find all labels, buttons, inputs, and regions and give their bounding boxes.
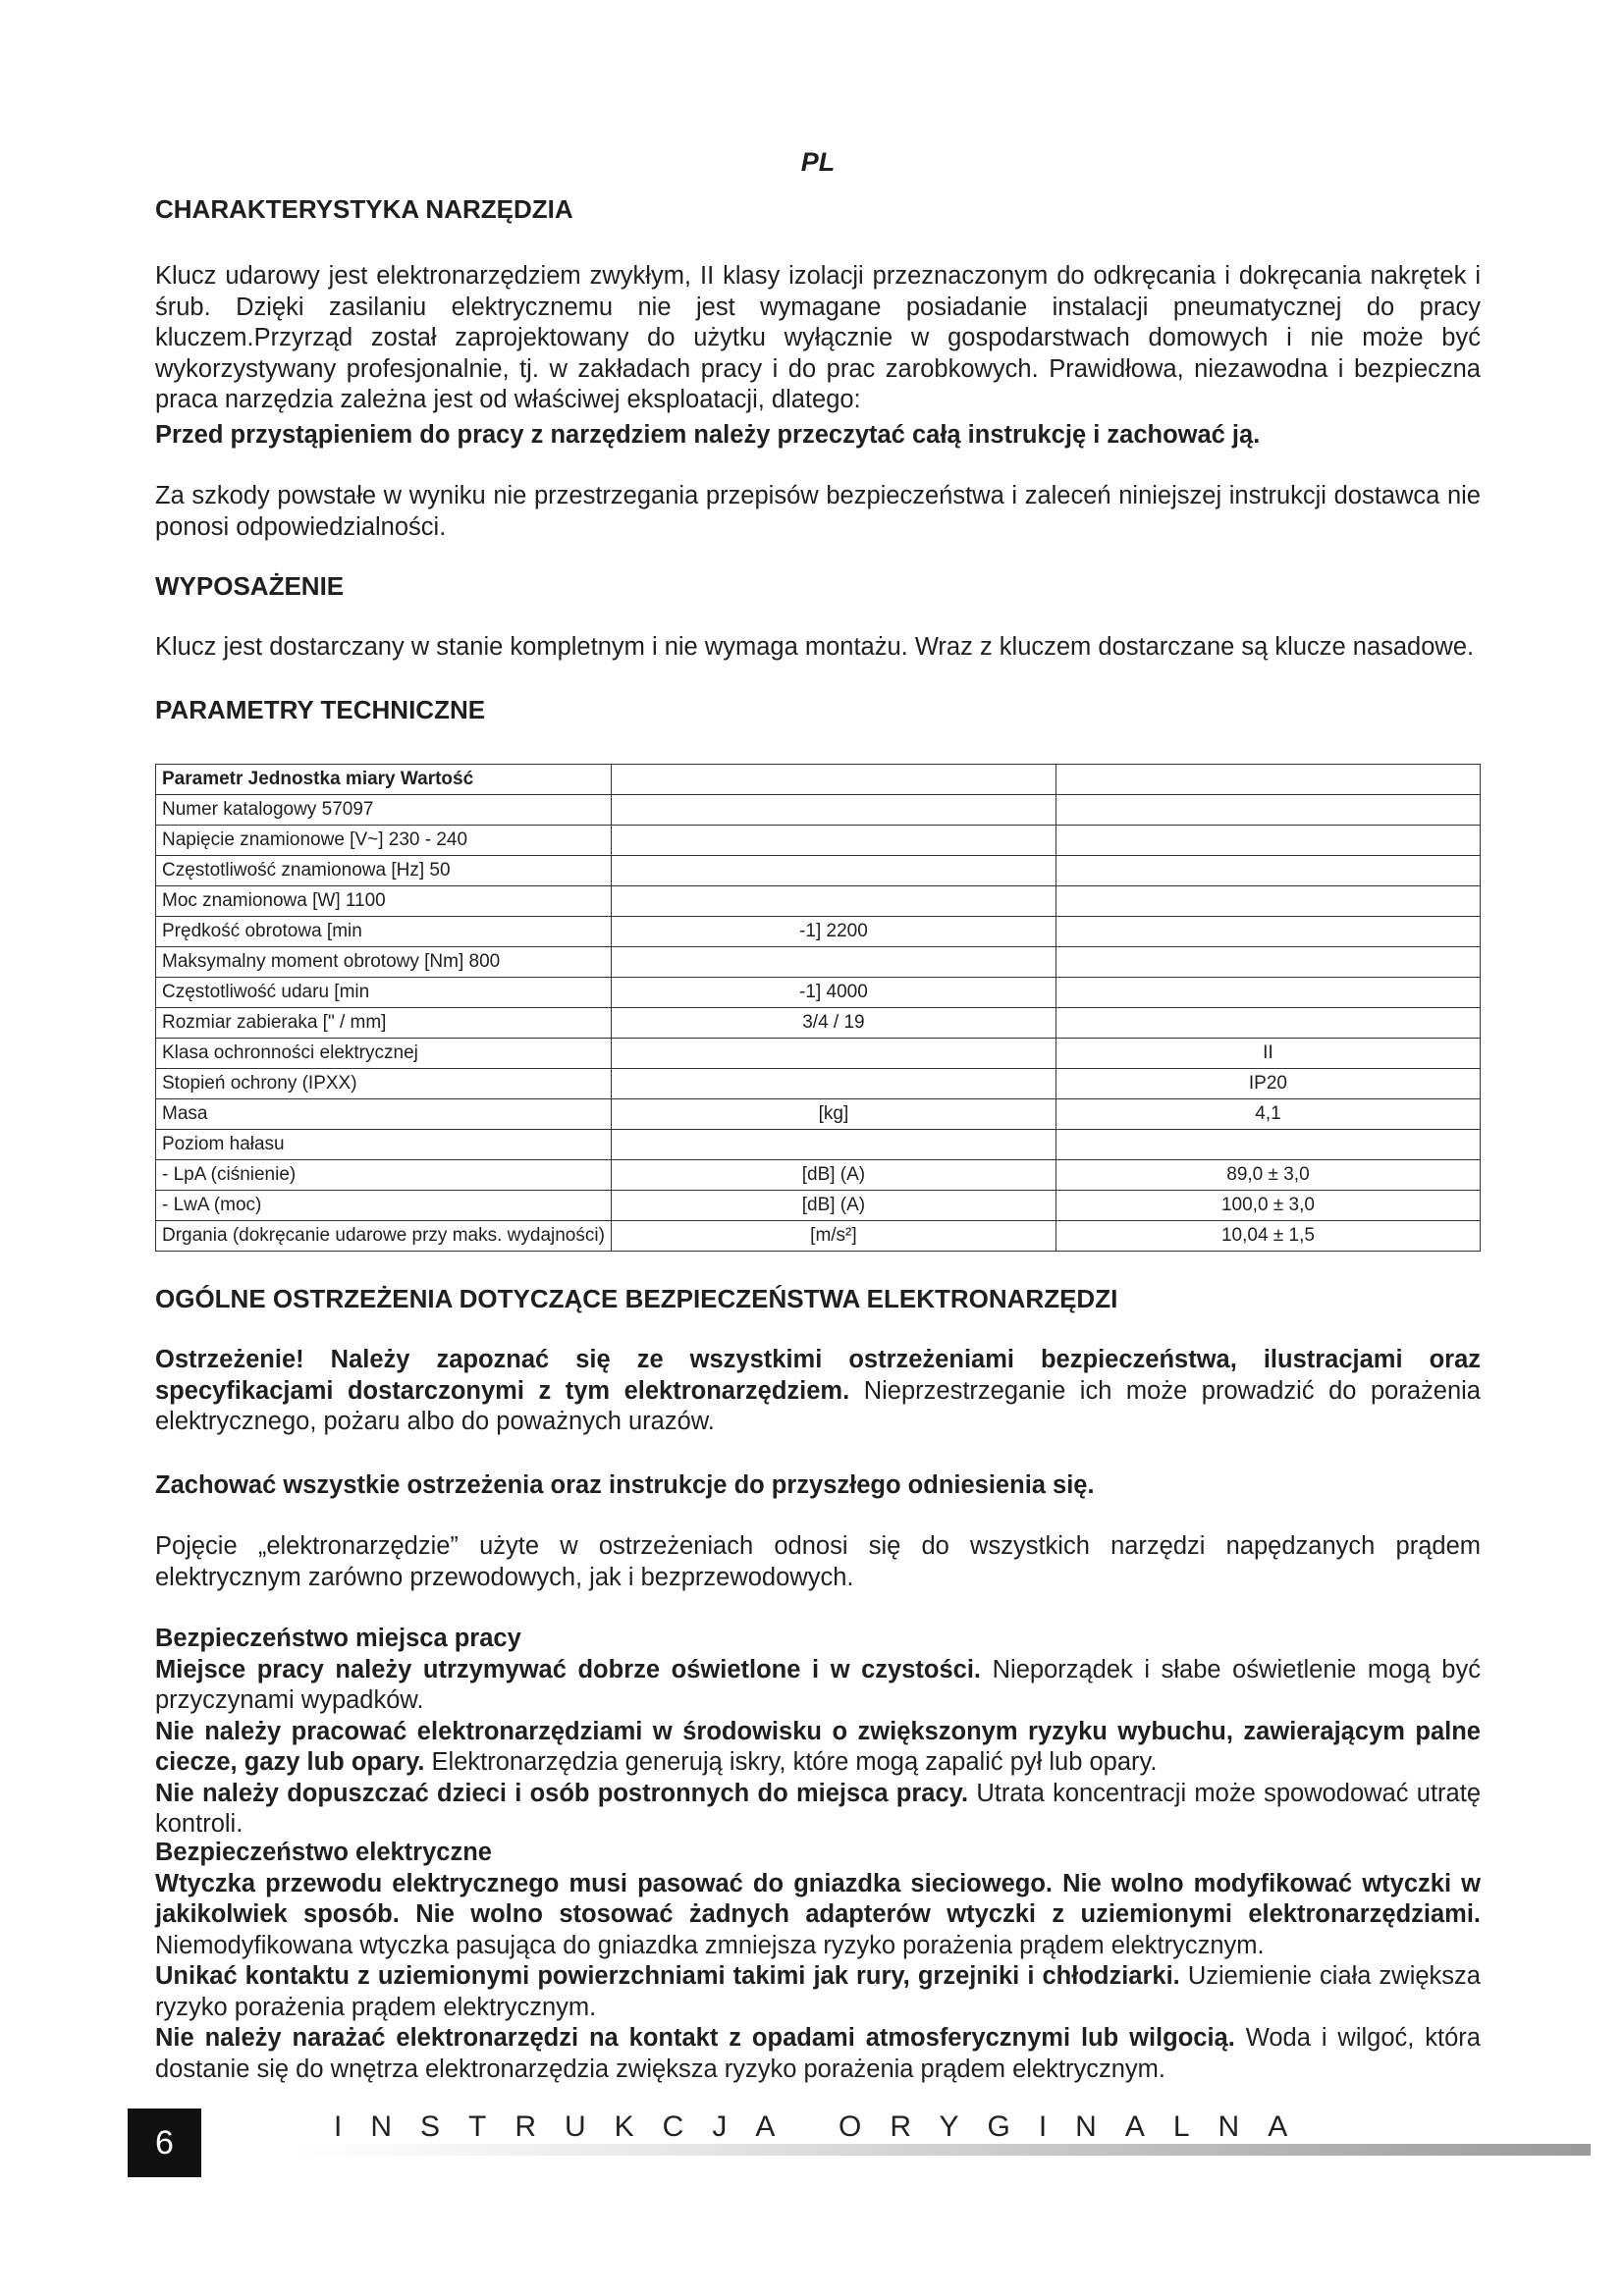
table-cell xyxy=(611,795,1056,826)
electrical-item-1 xyxy=(155,1869,1481,1962)
table-row xyxy=(156,1160,1481,1191)
workplace-item-3 xyxy=(155,1779,1481,1841)
footer-bar xyxy=(295,2144,1591,2156)
table-cell: Częstotliwość udaru [min xyxy=(156,978,612,1008)
table-cell: Parametr Jednostka miary Wartość xyxy=(156,765,612,795)
table-cell: [m/s²] xyxy=(611,1221,1056,1252)
workplace-item-1-text: Nieporządek i słabe oświetlenie mogą być przyczynami wypadków. xyxy=(155,1655,1481,1714)
table-row xyxy=(156,1069,1481,1099)
table-row xyxy=(156,947,1481,978)
workplace-item-3-text: Utrata koncentracji może spowodować utratę kontroli. xyxy=(155,1779,1481,1838)
table-cell: [dB] (A) xyxy=(611,1160,1056,1191)
table-cell xyxy=(611,1130,1056,1160)
workplace-item-1 xyxy=(155,1655,1481,1717)
table-row xyxy=(156,1099,1481,1130)
table-cell xyxy=(1056,978,1480,1008)
table-cell xyxy=(1056,765,1480,795)
table-cell: 3/4 / 19 xyxy=(611,1008,1056,1039)
workplace-safety-section xyxy=(155,1624,1481,1841)
table-cell: Maksymalny moment obrotowy [Nm] 800 xyxy=(156,947,612,978)
table-cell: - LpA (ciśnienie) xyxy=(156,1160,612,1191)
electrical-item-2-bold: Unikać kontaktu z uziemionymi powierzchniami takimi jak rury, grzejniki i chłodziarki. xyxy=(155,1962,1180,1990)
table-cell: 10,04 ± 1,5 xyxy=(1056,1221,1480,1252)
table-cell xyxy=(611,856,1056,886)
table-cell xyxy=(1056,886,1480,917)
table-cell xyxy=(1056,826,1480,856)
electrical-safety-section xyxy=(155,1838,1481,2085)
table-cell: [kg] xyxy=(611,1099,1056,1130)
warning-text: Nieprzestrzeganie ich może prowadzić do porażenia elektrycznego, pożaru albo do poważnych urazów. xyxy=(155,1376,1481,1435)
workplace-item-2 xyxy=(155,1717,1481,1779)
table-cell: [dB] (A) xyxy=(611,1191,1056,1221)
table-cell: Masa xyxy=(156,1099,612,1130)
table-cell: Napięcie znamionowe [V~] 230 - 240 xyxy=(156,826,612,856)
table-row xyxy=(156,1039,1481,1069)
characteristics-paragraph: Klucz udarowy jest elektronarzędziem zwykłym, II klasy izolacji przeznaczonym do odkręcania i dokręcania nakrętek i śrub. Dzięki zasilaniu elektrycznemu nie jest wymagane posiadanie instalacji pneumatycznej do pracy kluczem.Przyrząd został zaprojektowany do użytku wyłącznie w gospodarstwach domowych i nie może być wykorzystywany profesjonalnie, tj. w zakładach pracy i do prac zarobkowych. Prawidłowa, niezawodna i bezpieczna praca narzędzia zależna jest od właściwej eksploatacji, dlatego: xyxy=(155,262,1481,413)
workplace-item-2-text: Elektronarzędzia generują iskry, które mogą zapalić pył lub opary. xyxy=(424,1748,1158,1776)
table-cell: Prędkość obrotowa [min xyxy=(156,917,612,947)
table-cell xyxy=(611,826,1056,856)
section-title-equipment: WYPOSAŻENIE xyxy=(155,571,345,601)
table-cell xyxy=(611,1039,1056,1069)
table-cell: Stopień ochrony (IPXX) xyxy=(156,1069,612,1099)
electrical-item-3 xyxy=(155,2023,1481,2085)
table-cell xyxy=(1056,1130,1480,1160)
table-row xyxy=(156,795,1481,826)
table-cell xyxy=(1056,795,1480,826)
table-cell xyxy=(611,947,1056,978)
table-row xyxy=(156,826,1481,856)
table-cell: Poziom hałasu xyxy=(156,1130,612,1160)
table-cell: 4,1 xyxy=(1056,1099,1480,1130)
table-row xyxy=(156,917,1481,947)
table-cell: Moc znamionowa [W] 1100 xyxy=(156,886,612,917)
table-cell xyxy=(611,1069,1056,1099)
table-row xyxy=(156,1130,1481,1160)
electrical-item-2-text: Uziemienie ciała zwiększa ryzyko porażenia prądem elektrycznym. xyxy=(155,1962,1481,2021)
table-row xyxy=(156,856,1481,886)
section-title-characteristics: CHARAKTERYSTYKA NARZĘDZIA xyxy=(155,194,573,224)
electrical-item-3-text: Woda i wilgoć, która dostanie się do wnętrza elektronarzędzia zwiększa ryzyko porażenia prądem elektrycznym. xyxy=(155,2024,1481,2083)
keep-instructions-note: Zachować wszystkie ostrzeżenia oraz instrukcje do przyszłego odniesienia się. xyxy=(155,1471,1095,1499)
table-cell xyxy=(1056,856,1480,886)
table-cell: - LwA (moc) xyxy=(156,1191,612,1221)
warning-paragraph xyxy=(155,1345,1481,1438)
table-cell: IP20 xyxy=(1056,1069,1480,1099)
electrical-item-1-bold: Wtyczka przewodu elektrycznego musi pasować do gniazdka sieciowego. Nie wolno modyfikować wtyczki w jakikolwiek sposób. Nie wolno stosować żadnych adapterów wtyczki z uziemionymi elektronarzędziami. xyxy=(155,1869,1481,1928)
table-cell: Klasa ochronności elektrycznej xyxy=(156,1039,612,1069)
table-cell xyxy=(611,886,1056,917)
section-title-general-warnings: OGÓLNE OSTRZEŻENIA DOTYCZĄCE BEZPIECZEŃSTWA ELEKTRONARZĘDZI xyxy=(155,1284,1118,1313)
warning-bold: Ostrzeżenie! Należy zapoznać się ze wszystkimi ostrzeżeniami bezpieczeństwa, ilustracjami oraz specyfikacjami dostarczonymi z tym elektronarzędziem. xyxy=(155,1346,1481,1405)
table-row xyxy=(156,886,1481,917)
table-cell: II xyxy=(1056,1039,1480,1069)
technical-parameters-table xyxy=(155,764,1481,1252)
table-cell: 100,0 ± 3,0 xyxy=(1056,1191,1480,1221)
workplace-item-2-bold: Nie należy pracować elektronarzędziami w środowisku o zwiększonym ryzyku wybuchu, zawierającym palne ciecze, gazy lub opary. xyxy=(155,1717,1481,1776)
electrical-item-2 xyxy=(155,1961,1481,2023)
language-code: PL xyxy=(800,147,836,177)
table-cell: Drgania (dokręcanie udarowe przy maks. wydajności) xyxy=(156,1221,612,1252)
read-instructions-note: Przed przystąpieniem do pracy z narzędziem należy przeczytać całą instrukcję i zachować ją. xyxy=(155,421,1261,449)
liability-paragraph: Za szkody powstałe w wyniku nie przestrzegania przepisów bezpieczeństwa i zaleceń niniejszej instrukcji dostawca nie ponosi odpowiedzialności. xyxy=(155,482,1481,541)
table-cell: Numer katalogowy 57097 xyxy=(156,795,612,826)
table-cell xyxy=(1056,947,1480,978)
table-row xyxy=(156,978,1481,1008)
electrical-safety-title: Bezpieczeństwo elektryczne xyxy=(155,1839,492,1866)
table-cell xyxy=(1056,917,1480,947)
page-number: 6 xyxy=(128,2109,201,2177)
table-row xyxy=(156,1008,1481,1039)
workplace-item-3-bold: Nie należy dopuszczać dzieci i osób postronnych do miejsca pracy. xyxy=(155,1779,969,1807)
electrical-item-3-bold: Nie należy narażać elektronarzędzi na kontakt z opadami atmosferycznymi lub wilgocią. xyxy=(155,2024,1235,2052)
footer-title: INSTRUKCJA ORYGINALNA xyxy=(334,2110,1317,2143)
section-title-technical-parameters: PARAMETRY TECHNICZNE xyxy=(155,695,486,724)
table-row xyxy=(156,1221,1481,1252)
workplace-safety-title: Bezpieczeństwo miejsca pracy xyxy=(155,1625,521,1652)
table-cell: Rozmiar zabieraka [" / mm] xyxy=(156,1008,612,1039)
equipment-paragraph: Klucz jest dostarczany w stanie kompletnym i nie wymaga montażu. Wraz z kluczem dostarczane są klucze nasadowe. xyxy=(155,633,1475,661)
table-cell xyxy=(1056,1008,1480,1039)
table-cell: -1] 4000 xyxy=(611,978,1056,1008)
electrical-item-1-text: Niemodyfikowana wtyczka pasująca do gniazdka zmniejsza ryzyko porażenia prądem elektrycznym. xyxy=(155,1931,1265,1959)
table-cell: -1] 2200 xyxy=(611,917,1056,947)
table-cell: 89,0 ± 3,0 xyxy=(1056,1160,1480,1191)
table-header-row xyxy=(156,765,1481,795)
table-cell: Częstotliwość znamionowa [Hz] 50 xyxy=(156,856,612,886)
definition-paragraph: Pojęcie „elektronarzędzie” użyte w ostrzeżeniach odnosi się do wszystkich narzędzi napędzanych prądem elektrycznym zarówno przewodowych, jak i bezprzewodowych. xyxy=(155,1532,1481,1591)
workplace-item-1-bold: Miejsce pracy należy utrzymywać dobrze oświetlone i w czystości. xyxy=(155,1655,982,1683)
table-row xyxy=(156,1191,1481,1221)
table-cell xyxy=(611,765,1056,795)
